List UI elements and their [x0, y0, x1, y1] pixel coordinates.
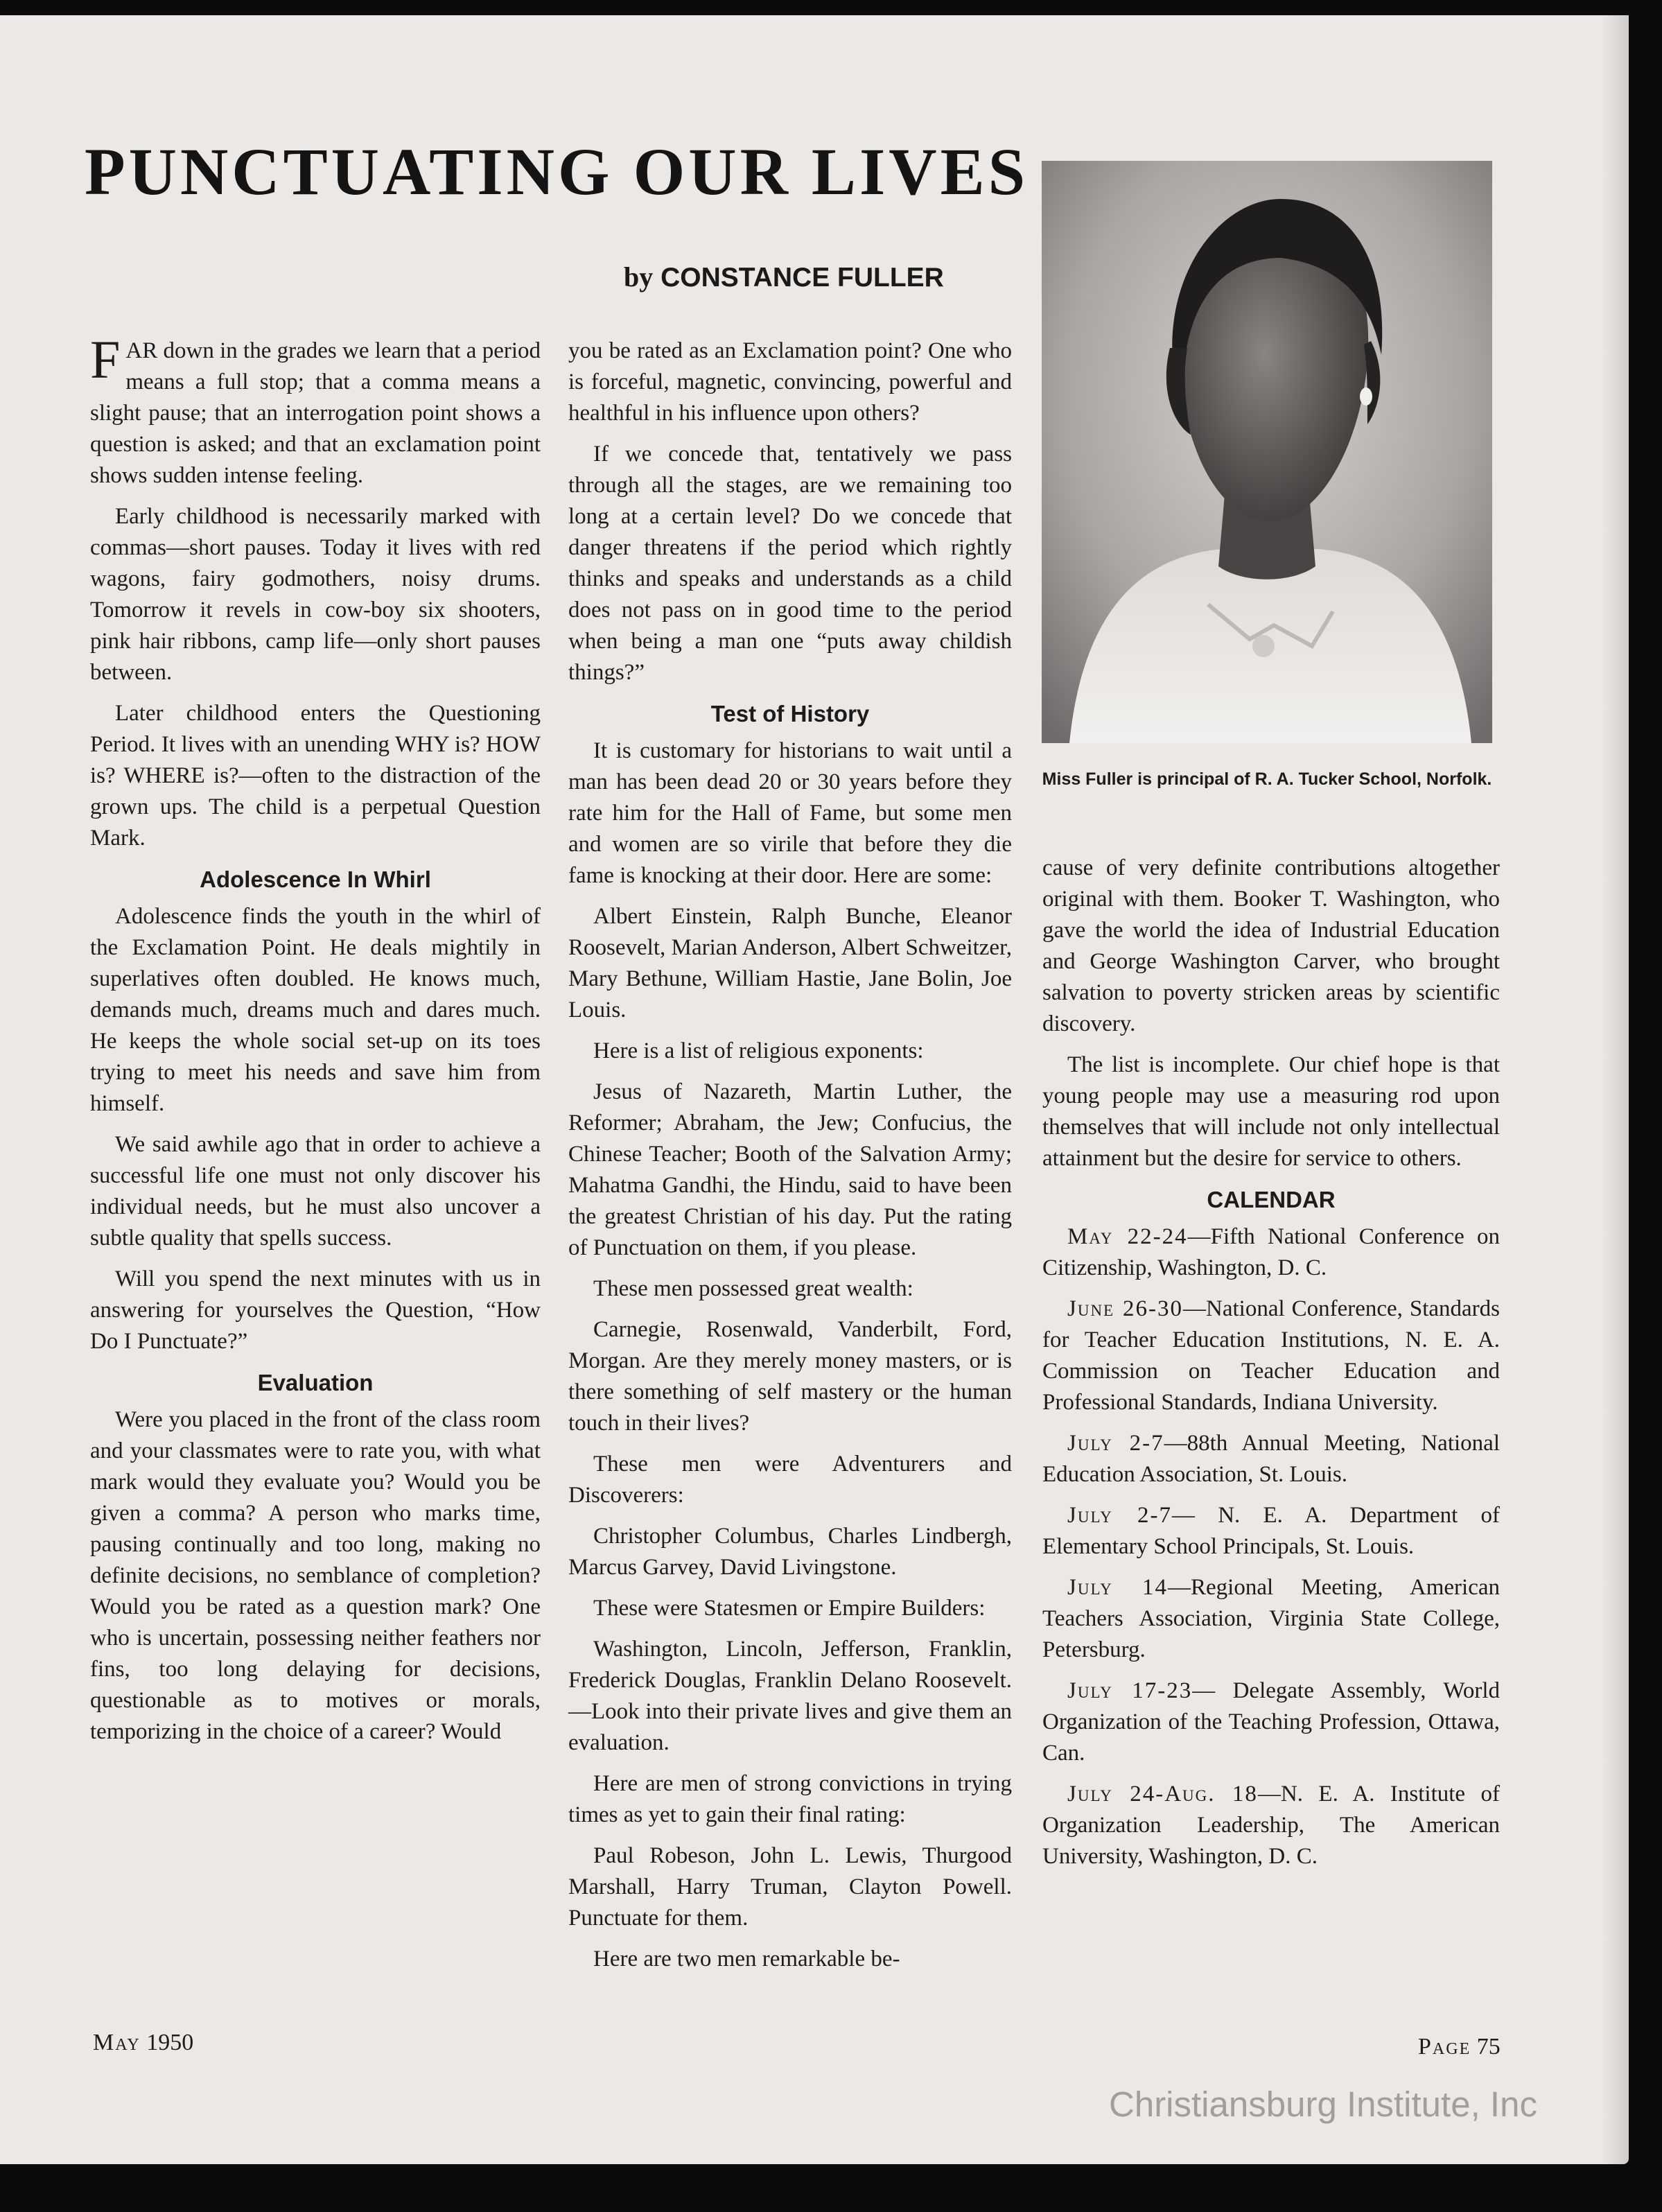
- calendar-text: —88th Annual Meeting, National Education Association, St. Louis.: [1042, 1431, 1500, 1487]
- photo-caption: Miss Fuller is principal of R. A. Tucker School, Norfolk.: [1042, 769, 1492, 789]
- col2-paragraph-2: If we concede that, tentatively we pass through all the stages, are we remaining too long at a certain level? Do we concede that danger threatens if the period which rightly thinks and speaks and understands as a child does not pass on in good time to the period when being a man one “puts away childish things?”: [568, 442, 1012, 685]
- subheading-evaluation: Evaluation: [257, 1370, 374, 1395]
- author-portrait: [1042, 161, 1492, 743]
- col2-paragraph-14: Paul Robeson, John L. Lewis, Thurgood Marshall, Harry Truman, Clayton Powell. Punctuate for them.: [568, 1843, 1012, 1931]
- paragraph-2: Early childhood is necessarily marked with commas—short pauses. Today it lives with red wagons, fairy godmothers, noisy drums. Tomorrow it revels in cow-boy six shooters, pink hair ribbons, camp life—only short pauses between.: [90, 504, 541, 685]
- col3-paragraph-2: The list is incomplete. Our chief hope is that young people may use a measuring rod upon themselves that will include not only intellectual attainment but the desire for service to others.: [1042, 1052, 1500, 1171]
- article-title: PUNCTUATING OUR LIVES: [85, 134, 1029, 209]
- col2-paragraph-8: Carnegie, Rosenwald, Vanderbilt, Ford, Morgan. Are they merely money masters, or is there something of self mastery or the human touch in their lives?: [568, 1317, 1012, 1436]
- magazine-page: [0, 15, 1629, 2164]
- calendar-entry: [1042, 1221, 1500, 1284]
- byline-by: by: [624, 261, 654, 293]
- paragraph-4: Adolescence finds the youth in the whirl of the Exclamation Point. He deals mightily in superlatives often doubled. He knows much, demands much, dreams much and dares much. He keeps the whole social set-up on its toes trying to meet his needs and save him from himself.: [90, 904, 541, 1116]
- col2-paragraph-6: Jesus of Nazareth, Martin Luther, the Reformer; Abraham, the Jew; Confucius, the Chinese Teacher; Booth of the Salvation Army; Mahatma Gandhi, the Hindu, said to have been the greatest Christian of his day. Put the rating of Punctuation on them, if you please.: [568, 1079, 1012, 1260]
- paragraph-1-text: AR down in the grades we learn that a period means a full stop; that a comma means a slight pause; that an interrogation point shows a question is asked; and that an exclamation point shows sudden intense feeling.: [90, 338, 541, 488]
- calendar-text: —National Conference, Standards for Teacher Education Institutions, N. E. A. Commission on Teacher Education and Professional Standards, Indiana University.: [1042, 1296, 1500, 1415]
- footer-year: 1950: [146, 2030, 194, 2055]
- col2-paragraph-5: Here is a list of religious exponents:: [593, 1038, 924, 1063]
- calendar-entry: [1042, 1675, 1500, 1769]
- col2-paragraph-9: These men were Adventurers and Discoverers:: [568, 1452, 1012, 1508]
- column-2: [568, 336, 1012, 1985]
- paragraph-6: Will you spend the next minutes with us in answering for yourselves the Question, “How Do I Punctuate?”: [90, 1266, 541, 1354]
- calendar-entry: [1042, 1294, 1500, 1418]
- col3-paragraph-1: cause of very definite contributions altogether original with them. Booker T. Washington, who gave the world the idea of Industrial Education and George Washington Carver, who brought salvation to poverty stricken areas by scientific discovery.: [1042, 855, 1500, 1036]
- column-3: [1042, 853, 1500, 1882]
- col2-paragraph-10: Christopher Columbus, Charles Lindbergh, Marcus Garvey, David Livingstone.: [568, 1524, 1012, 1580]
- calendar-entry: [1042, 1500, 1500, 1562]
- calendar-text: — Delegate Assembly, World Organization of the Teaching Profession, Ottawa, Can.: [1042, 1678, 1500, 1766]
- col2-paragraph-13: Here are men of strong convictions in trying times as yet to gain their final rating:: [568, 1771, 1012, 1827]
- footer-month: May: [93, 2030, 141, 2055]
- calendar-text: —Fifth National Conference on Citizenship, Washington, D. C.: [1042, 1224, 1500, 1280]
- col2-paragraph-12: Washington, Lincoln, Jefferson, Franklin, Frederick Douglas, Franklin Delano Roosevelt.—Look into their private lives and give them an evaluation.: [568, 1637, 1012, 1755]
- calendar-date: July 2-7: [1067, 1503, 1172, 1528]
- calendar-text: —Regional Meeting, American Teachers Association, Virginia State College, Petersburg.: [1042, 1575, 1500, 1662]
- col2-paragraph-1: you be rated as an Exclamation point? One who is forceful, magnetic, convincing, powerful and healthful in his influence upon others?: [568, 338, 1012, 426]
- calendar-date: July 24-Aug. 18: [1067, 1782, 1258, 1806]
- watermark: Christiansburg Institute, Inc: [1109, 2084, 1537, 2124]
- byline-author: CONSTANCE FULLER: [661, 263, 944, 293]
- calendar-text: — N. E. A. Department of Elementary School Principals, St. Louis.: [1042, 1503, 1500, 1559]
- drop-cap: F: [90, 329, 121, 390]
- footer-page-value: 75: [1476, 2034, 1501, 2059]
- col2-paragraph-7: These men possessed great wealth:: [593, 1276, 913, 1301]
- subheading-test-of-history: Test of History: [710, 701, 870, 726]
- calendar-entry: [1042, 1572, 1500, 1666]
- calendar-date: June 26-30: [1067, 1296, 1184, 1321]
- calendar-date: July 14: [1067, 1575, 1168, 1600]
- paragraph-7: Were you placed in the front of the class room and your classmates were to rate you, with what mark would they evaluate you? Would you be given a comma? A person who marks time, pausing continually and too long, making no definite decisions, no semblance of completion? Would you be rated as a question mark? One who is uncertain, possessing neither feathers nor fins, too long delaying for decisions, questionable as to motives or morals, temporizing in the choice of a career? Would: [90, 1407, 541, 1744]
- footer-date: [93, 2030, 193, 2056]
- paragraph-3: Later childhood enters the Questioning Period. It lives with an unending WHY is? HOW is? WHERE is?—often to the distraction of the grown ups. The child is a perpetual Question Mark.: [90, 701, 541, 851]
- calendar-date: May 22-24: [1067, 1224, 1188, 1249]
- calendar-text: —N. E. A. Institute of Organization Leadership, The American University, Washington, D. C.: [1042, 1782, 1500, 1869]
- calendar-heading: CALENDAR: [1207, 1187, 1336, 1212]
- footer-page-label: Page: [1418, 2034, 1471, 2059]
- calendar-date: July 17-23: [1067, 1678, 1193, 1703]
- paragraph-5: We said awhile ago that in order to achieve a successful life one must not only discover his individual needs, but he must also uncover a subtle quality that spells success.: [90, 1132, 541, 1251]
- col2-paragraph-11: These were Statesmen or Empire Builders:: [593, 1596, 986, 1621]
- col2-paragraph-15: Here are two men remarkable be-: [593, 1947, 900, 1971]
- footer-page-number: [1418, 2034, 1501, 2060]
- calendar-entry: [1042, 1428, 1500, 1490]
- col2-paragraph-4: Albert Einstein, Ralph Bunche, Eleanor Roosevelt, Marian Anderson, Albert Schweitzer, Mary Bethune, William Hastie, Jane Bolin, Joe Louis.: [568, 904, 1012, 1022]
- byline: [624, 261, 944, 293]
- column-1: [90, 329, 541, 1757]
- paragraph-1: [90, 329, 541, 491]
- calendar-entry: [1042, 1779, 1500, 1872]
- subheading-adolescence: Adolescence In Whirl: [200, 866, 431, 892]
- col2-paragraph-3: It is customary for historians to wait until a man has been dead 20 or 30 years before they rate him for the Hall of Fame, but some men and women are so virile that before they die fame is knocking at their door. Here are some:: [568, 738, 1012, 888]
- calendar-date: July 2-7: [1067, 1431, 1164, 1456]
